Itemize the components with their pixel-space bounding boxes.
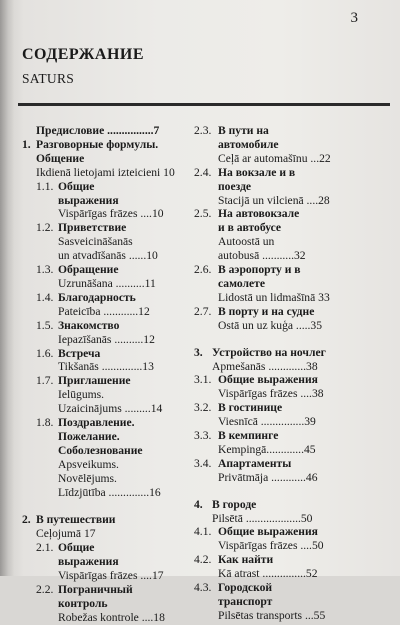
toc-entry-subtitle: Lidostā un lidmašīnā 33 bbox=[218, 290, 330, 304]
toc-entry[interactable] bbox=[22, 583, 190, 625]
toc-entry-title: В городе bbox=[212, 497, 257, 511]
page-title: СОДЕРЖАНИЕ bbox=[22, 46, 145, 63]
toc-entry-title: Обращение bbox=[58, 263, 119, 277]
toc-entry-subtitle: Vispārīgas frāzes ....38 bbox=[218, 387, 324, 401]
toc-entry-title: Общие bbox=[58, 179, 95, 193]
toc-entry[interactable] bbox=[194, 373, 364, 401]
toc-entry-title: Разговорные формулы. bbox=[36, 137, 159, 151]
toc-entry-subtitle: Vispārīgas frāzes ....50 bbox=[218, 539, 324, 553]
toc-entry-number: 1.7. bbox=[36, 374, 54, 388]
toc-entry-subtitle: Autoostā un bbox=[218, 235, 275, 249]
toc-entry-subtitle: Apmešanās .............38 bbox=[212, 359, 318, 373]
title-divider bbox=[18, 103, 390, 106]
toc-entry-number: 2.7. bbox=[194, 304, 212, 318]
section-gap bbox=[194, 333, 364, 346]
toc-entry-subtitle: Novēlējums. bbox=[58, 471, 117, 485]
toc-entry-title: Общение bbox=[36, 151, 85, 165]
toc-entry-number: 2.3. bbox=[194, 124, 212, 137]
toc-entry-subtitle: Pilsētā ...................50 bbox=[212, 511, 313, 525]
toc-entry[interactable] bbox=[194, 207, 364, 263]
toc-entry-title: автомобиле bbox=[218, 137, 279, 151]
toc-entry-title: самолете bbox=[218, 276, 265, 290]
toc-entry-title: транспорт bbox=[218, 595, 273, 608]
toc-entry[interactable] bbox=[22, 347, 190, 375]
toc-entry-title: На вокзале и в bbox=[218, 165, 296, 179]
toc-entry-subtitle: Pateicība ............12 bbox=[58, 304, 150, 318]
toc-entry-title: В порту и на судне bbox=[218, 304, 315, 318]
toc-entry[interactable] bbox=[22, 221, 190, 263]
toc-entry[interactable] bbox=[194, 498, 364, 526]
toc-entry-title: В кемпинге bbox=[218, 429, 279, 443]
toc-entry-subtitle: Ikdienā lietojami izteicieni 10 bbox=[36, 165, 175, 179]
toc-entry[interactable] bbox=[194, 346, 364, 374]
toc-entry-title: и в автобусе bbox=[218, 221, 282, 235]
toc-entry-number: 1.8. bbox=[36, 416, 54, 430]
toc-entry-subtitle: Robežas kontrole ....18 bbox=[58, 610, 165, 624]
section-gap bbox=[194, 485, 364, 498]
toc-entry[interactable] bbox=[22, 138, 190, 180]
page-number: 3 bbox=[350, 10, 358, 26]
toc-entry-number: 2.1. bbox=[36, 541, 54, 555]
toc-entry[interactable] bbox=[22, 319, 190, 347]
toc-entry-number: 1. bbox=[22, 137, 31, 151]
toc-entry-title: В путешествии bbox=[36, 513, 116, 527]
toc-entry-subtitle: Līdzjūtība ..............16 bbox=[58, 485, 161, 499]
toc-entry-title: Апартаменты bbox=[218, 456, 292, 470]
toc-entry-title: поезде bbox=[218, 179, 252, 193]
toc-entry-number: 1.6. bbox=[36, 346, 54, 360]
page-gutter-shadow bbox=[0, 0, 14, 576]
toc-entry-subtitle: Sasveicināšanās bbox=[58, 235, 133, 249]
toc-entry[interactable] bbox=[194, 166, 364, 208]
toc-entry-subtitle: autobusā ...........32 bbox=[218, 249, 306, 263]
toc-entry-title: Как найти bbox=[218, 553, 274, 567]
toc-entry-title: Предисловие ................7 bbox=[36, 124, 160, 137]
toc-entry-number: 3. bbox=[194, 345, 203, 359]
toc-entry-title: выражения bbox=[58, 555, 119, 569]
toc-entry-title: Общие выражения bbox=[218, 525, 318, 539]
toc-entry-title: Приветствие bbox=[58, 221, 127, 235]
toc-entry-title: Общие bbox=[58, 541, 95, 555]
toc-entry[interactable] bbox=[194, 263, 364, 305]
toc-entry-title: Поздравление. bbox=[58, 416, 135, 430]
toc-entry-subtitle: Ceļojumā 17 bbox=[36, 527, 96, 541]
section-gap bbox=[22, 499, 190, 513]
toc-left-column bbox=[22, 124, 190, 625]
toc-entry[interactable] bbox=[22, 541, 190, 583]
toc-entry-number: 2. bbox=[22, 513, 31, 527]
toc-entry-number: 2.4. bbox=[194, 165, 212, 179]
toc-entry-subtitle: Privātmāja ............46 bbox=[218, 470, 318, 484]
toc-entry-title: Благодарность bbox=[58, 290, 136, 304]
toc-entry-title: Устройство на ночлег bbox=[212, 345, 326, 359]
toc-entry-number: 3.3. bbox=[194, 429, 212, 443]
toc-entry[interactable] bbox=[22, 291, 190, 319]
toc-entry[interactable] bbox=[194, 401, 364, 429]
toc-entry[interactable] bbox=[22, 180, 190, 222]
toc-entry-subtitle: Pilsētas transports ...55 bbox=[218, 608, 326, 622]
toc-entry-subtitle: Iepazīšanās ..........12 bbox=[58, 332, 155, 346]
toc-entry-title: Приглашение bbox=[58, 374, 131, 388]
toc-entry-number: 1.3. bbox=[36, 263, 54, 277]
toc-entry-subtitle: Vispārīgas frāzes ....10 bbox=[58, 207, 164, 221]
toc-entry[interactable] bbox=[194, 581, 364, 623]
toc-entry-title: выражения bbox=[58, 193, 119, 207]
toc-entry-number: 4.1. bbox=[194, 525, 212, 539]
toc-entry-number: 4. bbox=[194, 497, 203, 511]
toc-entry[interactable] bbox=[22, 124, 190, 138]
toc-entry[interactable] bbox=[194, 525, 364, 553]
toc-entry-number: 1.1. bbox=[36, 179, 54, 193]
toc-entry-title: Городской bbox=[218, 581, 273, 595]
toc-entry-number: 1.5. bbox=[36, 318, 54, 332]
toc-entry-number: 2.5. bbox=[194, 207, 212, 221]
toc-entry-subtitle: Viesnīcā ...............39 bbox=[218, 415, 316, 429]
toc-entry-number: 3.4. bbox=[194, 456, 212, 470]
toc-entry-subtitle: Ostā un uz kuģa .....35 bbox=[218, 318, 323, 332]
toc-entry-number: 1.4. bbox=[36, 290, 54, 304]
toc-entry-number: 4.2. bbox=[194, 553, 212, 567]
toc-entry-number: 3.2. bbox=[194, 401, 212, 415]
toc-entry-title: В гостинице bbox=[218, 401, 283, 415]
toc-entry-subtitle: Uzaicinājums .........14 bbox=[58, 402, 163, 416]
toc-entry-number: 2.2. bbox=[36, 583, 54, 596]
toc-entry-number: 4.3. bbox=[194, 581, 212, 595]
toc-entry-number: 1.2. bbox=[36, 221, 54, 235]
page-subtitle: SATURS bbox=[22, 71, 75, 86]
toc-entry-title: Встреча bbox=[58, 346, 101, 360]
toc-entry-title: Пожелание. bbox=[58, 429, 120, 443]
toc-entry-subtitle: Kempingā.............45 bbox=[218, 442, 316, 456]
toc-entry-title: В пути на bbox=[218, 124, 269, 137]
toc-entry-subtitle: Tikšanās ..............13 bbox=[58, 360, 154, 374]
toc-entry[interactable] bbox=[194, 457, 364, 485]
toc-entry-title: Общие выражения bbox=[218, 373, 318, 387]
toc-entry-number: 3.1. bbox=[194, 373, 212, 387]
toc-entry[interactable] bbox=[22, 416, 190, 499]
toc-entry[interactable] bbox=[22, 374, 190, 416]
toc-entry-title: Соболезнование bbox=[58, 443, 143, 457]
toc-entry-title: В аэропорту и в bbox=[218, 263, 301, 277]
toc-entry-number: 2.6. bbox=[194, 263, 212, 277]
toc-entry-subtitle: un atvadīšanās ......10 bbox=[58, 249, 158, 263]
toc-entry[interactable] bbox=[22, 513, 190, 541]
toc-entry[interactable] bbox=[194, 429, 364, 457]
toc-entry[interactable] bbox=[194, 124, 364, 166]
toc-entry-subtitle: Ceļā ar automašīnu ...22 bbox=[218, 151, 331, 165]
toc-entry-subtitle: Apsveikums. bbox=[58, 457, 119, 471]
toc-entry-subtitle: Kā atrast ...............52 bbox=[218, 567, 318, 581]
toc-entry-title: На автовокзале bbox=[218, 207, 300, 221]
toc-entry-number bbox=[22, 124, 36, 138]
toc-entry[interactable] bbox=[22, 263, 190, 291]
toc-entry-subtitle: Vispārīgas frāzes ....17 bbox=[58, 569, 164, 583]
toc-entry-subtitle: Uzrunāšana ..........11 bbox=[58, 276, 156, 290]
toc-entry-title: Знакомство bbox=[58, 318, 120, 332]
toc-entry-title: контроль bbox=[58, 596, 108, 610]
toc-entry[interactable] bbox=[194, 305, 364, 333]
toc-right-column bbox=[194, 124, 364, 623]
toc-entry-subtitle: Stacijā un vilcienā ....28 bbox=[218, 193, 330, 207]
toc-entry-title: Пограничный bbox=[58, 583, 133, 596]
toc-entry-subtitle: Ielūgums. bbox=[58, 388, 105, 402]
toc-entry[interactable] bbox=[194, 553, 364, 581]
